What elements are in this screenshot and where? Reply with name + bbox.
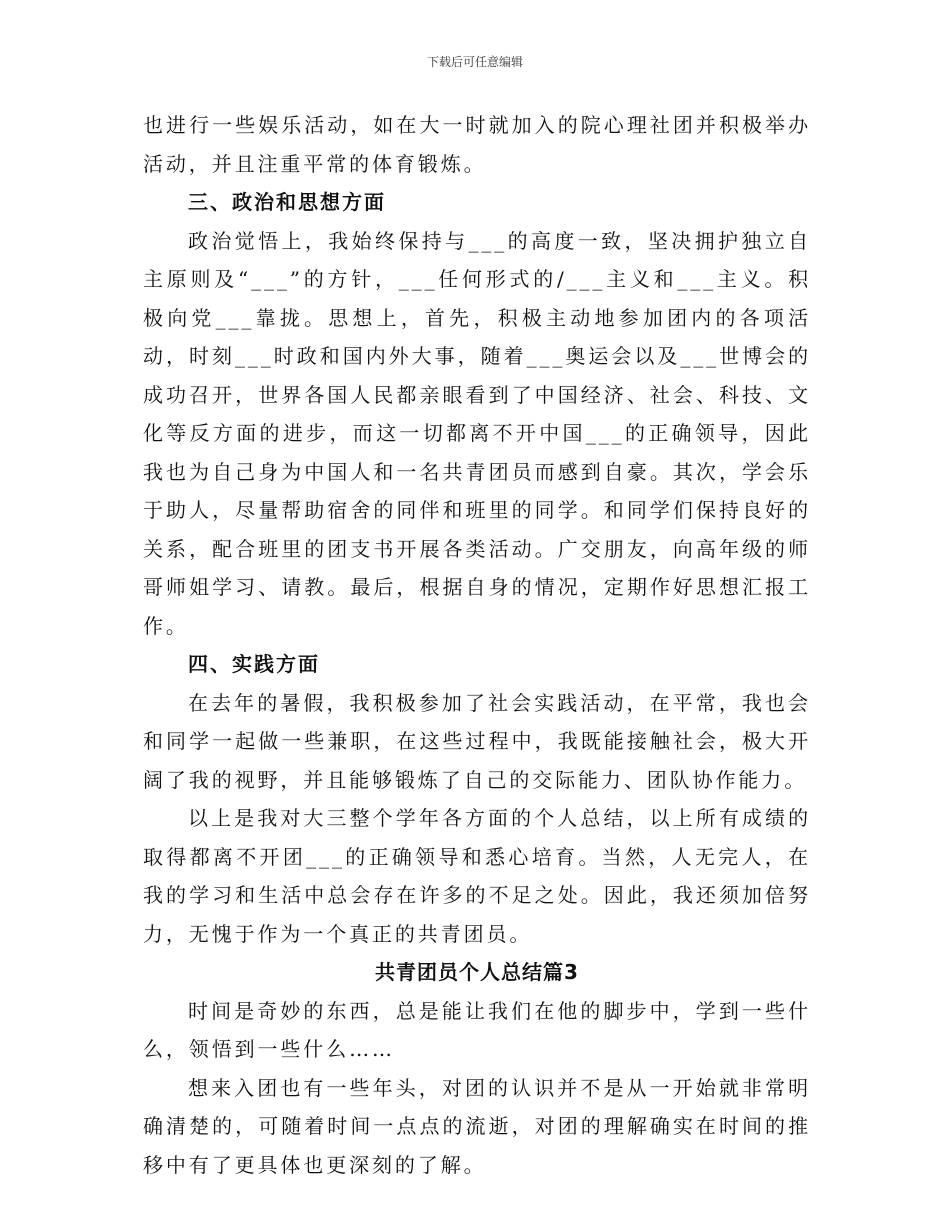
paragraph-reflection: 想来入团也有一些年头，对团的认识并不是从一开始就非常明确清楚的，可随着时间一点点的流逝，对团的理解确实在时间的推移中有了更具体也更深刻的了解。: [143, 1075, 811, 1177]
paragraph-conclusion: 以上是我对大三整个学年各方面的个人总结，以上所有成绩的取得都离不开团___的正确领导和悉心培育。当然，人无完人，在我的学习和生活中总会存在许多的不足之处。因此，我还须加倍努力，无愧于作为一个真正的共青团员。: [143, 806, 811, 946]
paragraph-politics: 政治觉悟上，我始终保持与___的高度一致，坚决拥护独立自主原则及“___”的方针，___任何形式的/___主义和___主义。积极向党___靠拢。思想上，首先，积极主动地参加团内的各项活动，时刻___时政和国内外大事，随着___奥运会以及___世博会的成功召开，世界各国人民都亲眼看到了中国经济、社会、科技、文化等反方面的进步，而这一切都离不开中国___的正确领导，因此我也为自己身为中国人和一名共青团员而感到自豪。其次，学会乐于助人，尽量帮助宿舍的同伴和班里的同学。和同学们保持良好的关系，配合班里的团支书开展各类活动。广交朋友，向高年级的师哥师姐学习、请教。最后，根据自身的情况，定期作好思想汇报工作。: [143, 228, 811, 638]
paragraph-practice: 在去年的暑假，我积极参加了社会实践活动，在平常，我也会和同学一起做一些兼职，在这些过程中，我既能接触社会，极大开阔了我的视野，并且能够锻炼了自己的交际能力、团队协作能力。: [143, 690, 811, 792]
page-header: 下载后可任意编辑: [426, 55, 523, 69]
section-heading-politics: 三、政治和思想方面: [188, 190, 386, 214]
document-body: [143, 106, 811, 1184]
paragraph-continuation: 也进行一些娱乐活动，如在大一时就加入的院心理社团并积极举办活动，并且注重平常的体育锻炼。: [143, 113, 811, 176]
paragraph-intro: 时间是奇妙的东西，总是能让我们在他的脚步中，学到一些什么，领悟到一些什么……: [143, 998, 811, 1061]
section-heading-practice: 四、实践方面: [188, 652, 320, 676]
article-title: 共青团员个人总结篇3: [375, 960, 579, 984]
